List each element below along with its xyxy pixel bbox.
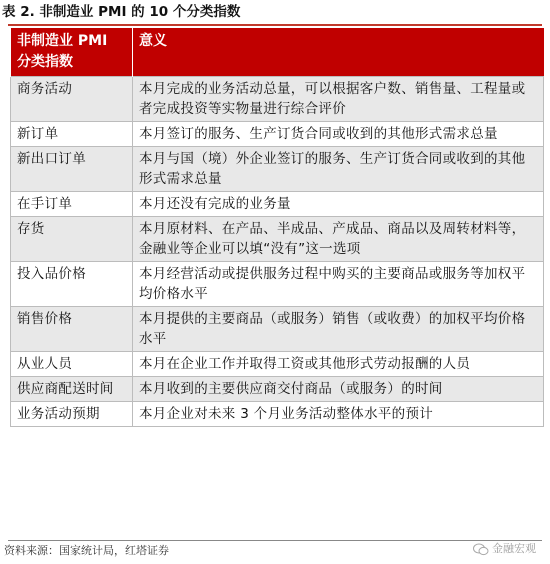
row-desc: 本月还没有完成的业务量 bbox=[133, 192, 544, 217]
watermark bbox=[473, 540, 536, 558]
watermark-label: 金融宏观 bbox=[492, 542, 536, 555]
row-name: 供应商配送时间 bbox=[11, 377, 133, 402]
header-meaning: 意义 bbox=[133, 28, 544, 77]
row-desc: 本月与国（境）外企业签订的服务、生产订货合同或收到的其他形式需求总量 bbox=[133, 147, 544, 192]
table-caption: 表 2. 非制造业 PMI 的 10 个分类指数 bbox=[2, 4, 241, 20]
row-desc: 本月在企业工作并取得工资或其他形式劳动报酬的人员 bbox=[133, 352, 544, 377]
source-note: 资料来源：国家统计局，红塔证券 bbox=[4, 544, 169, 557]
table-row bbox=[11, 192, 544, 217]
table-row bbox=[11, 147, 544, 192]
row-name: 新订单 bbox=[11, 122, 133, 147]
row-desc: 本月原材料、在产品、半成品、产成品、商品以及周转材料等，金融业等企业可以填“没有”这一选项 bbox=[133, 217, 544, 262]
pmi-index-table bbox=[10, 28, 544, 427]
row-name: 从业人员 bbox=[11, 352, 133, 377]
row-name: 业务活动预期 bbox=[11, 402, 133, 427]
table-row bbox=[11, 402, 544, 427]
table-header-row bbox=[11, 28, 544, 77]
caption-rule bbox=[8, 24, 542, 26]
row-desc: 本月企业对未来 3 个月业务活动整体水平的预计 bbox=[133, 402, 544, 427]
row-desc: 本月签订的服务、生产订货合同或收到的其他形式需求总量 bbox=[133, 122, 544, 147]
wechat-icon bbox=[473, 543, 489, 556]
row-name: 在手订单 bbox=[11, 192, 133, 217]
row-name: 商务活动 bbox=[11, 77, 133, 122]
row-name: 投入品价格 bbox=[11, 262, 133, 307]
row-desc: 本月收到的主要供应商交付商品（或服务）的时间 bbox=[133, 377, 544, 402]
table-row bbox=[11, 262, 544, 307]
row-name: 存货 bbox=[11, 217, 133, 262]
table-row bbox=[11, 122, 544, 147]
table-row bbox=[11, 377, 544, 402]
source-rule bbox=[8, 540, 542, 541]
table-row bbox=[11, 352, 544, 377]
row-desc: 本月提供的主要商品（或服务）销售（或收费）的加权平均价格水平 bbox=[133, 307, 544, 352]
row-name: 新出口订单 bbox=[11, 147, 133, 192]
row-desc: 本月完成的业务活动总量，可以根据客户数、销售量、工程量或者完成投资等实物量进行综合评价 bbox=[133, 77, 544, 122]
header-index-name: 非制造业 PMI 分类指数 bbox=[11, 28, 133, 77]
table-row bbox=[11, 217, 544, 262]
row-desc: 本月经营活动或提供服务过程中购买的主要商品或服务等加权平均价格水平 bbox=[133, 262, 544, 307]
row-name: 销售价格 bbox=[11, 307, 133, 352]
table-row bbox=[11, 77, 544, 122]
table-row bbox=[11, 307, 544, 352]
